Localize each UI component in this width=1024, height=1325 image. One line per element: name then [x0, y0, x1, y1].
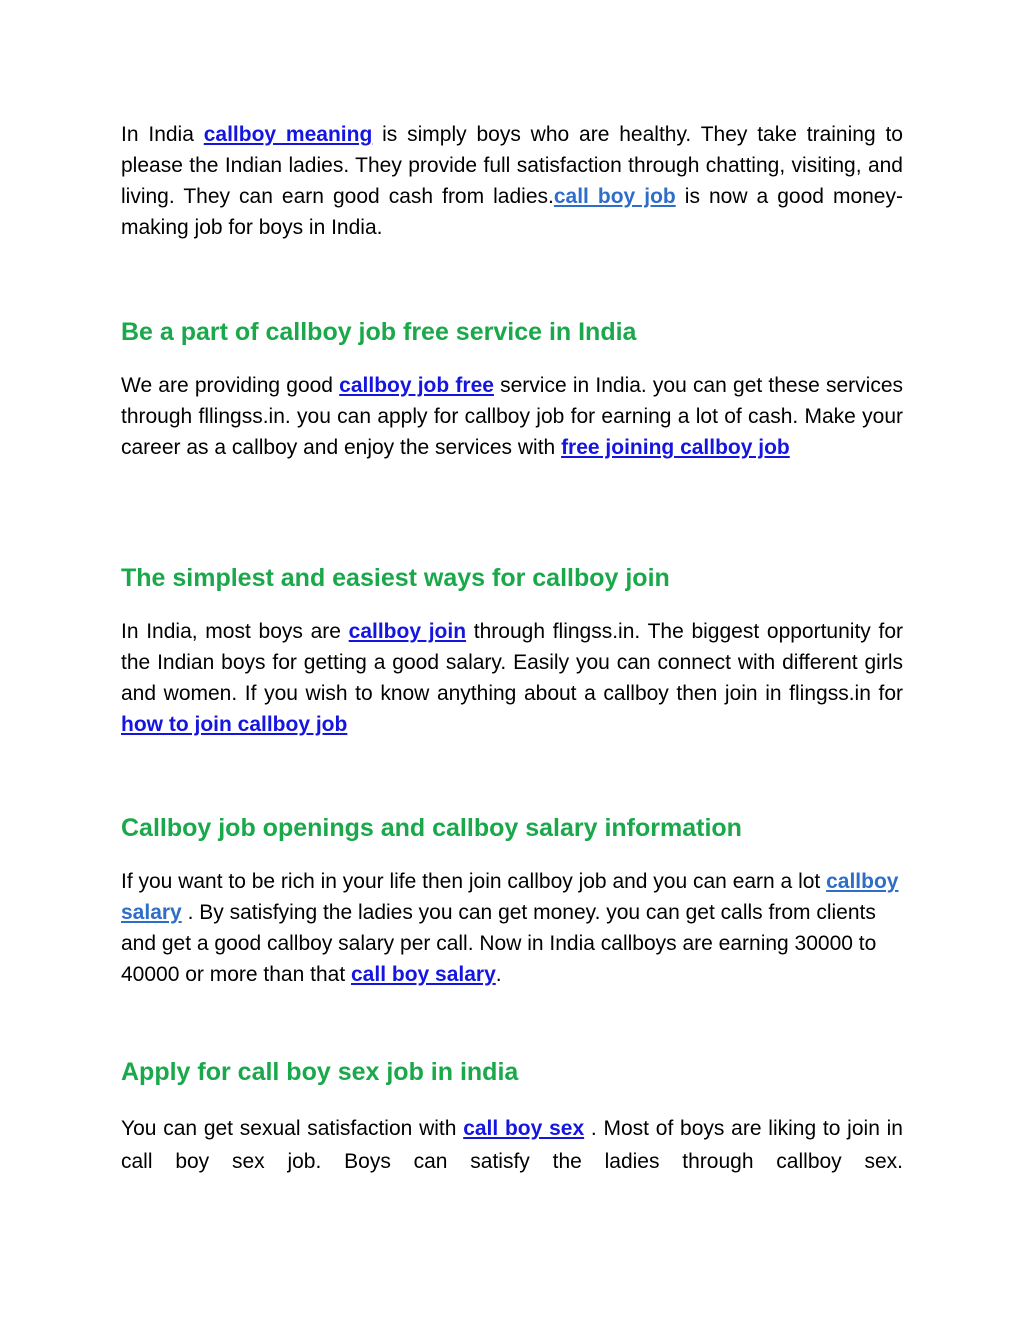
- intro-text-3: is now a good money-making job for boys in India.: [121, 185, 903, 239]
- section-salary-body: [121, 866, 903, 990]
- section-heading-salary: Callboy job openings and callboy salary information: [121, 814, 742, 842]
- section-free-service-body: [121, 370, 903, 463]
- section-salary: [121, 812, 903, 844]
- section-heading-sex-job: Apply for call boy sex job in india: [121, 1058, 519, 1086]
- salary-text-1: If you want to be rich in your life then join callboy job and you can earn a lot: [121, 870, 827, 893]
- callboy-job-free-link[interactable]: callboy job free: [339, 374, 494, 397]
- free-joining-callboy-job-link[interactable]: free joining callboy job: [561, 436, 790, 459]
- section-free-service: [121, 316, 903, 348]
- join-paragraph: [121, 616, 903, 740]
- section-sex-job-body: [121, 1112, 903, 1178]
- callboy-join-link[interactable]: callboy join: [348, 620, 467, 643]
- join-text-2: through flingss.in. The biggest opportunity for the Indian boys for getting a good salary. Easily you can connect with different girls and women. If you wish to know anything about a callboy then join in flingss.in for: [121, 620, 904, 705]
- intro-text-1: In India: [121, 123, 204, 146]
- salary-paragraph: [121, 866, 903, 990]
- call-boy-salary-link[interactable]: call boy salary: [351, 963, 496, 986]
- section-join-body: [121, 616, 903, 740]
- intro-section: [121, 119, 903, 243]
- call-boy-sex-link[interactable]: call boy sex: [463, 1117, 585, 1140]
- join-text-1: In India, most boys are: [121, 620, 349, 643]
- call-boy-job-link[interactable]: call boy job: [553, 185, 676, 208]
- sex-job-text-1: You can get sexual satisfaction with: [121, 1117, 464, 1140]
- how-to-join-callboy-job-link[interactable]: how to join callboy job: [121, 713, 348, 736]
- salary-text-2: . By satisfying the ladies you can get money. you can get calls from clients and get a good callboy salary per call. Now in India callboys are earning 30000 to 40000 or more than that: [121, 901, 877, 986]
- section-join: [121, 562, 903, 594]
- salary-text-3: .: [495, 963, 502, 986]
- callboy-meaning-link[interactable]: callboy meaning: [203, 123, 373, 146]
- free-service-text-1: We are providing good: [121, 374, 340, 397]
- free-service-text-2: service in India. you can get these services through fllingss.in. you can apply for callboy job for earning a lot of cash. Make your career as a callboy and enjoy the services with: [121, 374, 903, 459]
- sex-job-text-2: . Most of boys are liking to join in call boy sex job. Boys can satisfy the ladies through callboy sex.: [121, 1117, 903, 1173]
- intro-paragraph: [121, 119, 903, 243]
- callboy-salary-link[interactable]: callboy salary: [121, 870, 899, 924]
- sex-job-paragraph: [121, 1112, 903, 1178]
- section-sex-job: [121, 1056, 903, 1088]
- section-heading-free-service: Be a part of callboy job free service in India: [121, 318, 637, 346]
- section-heading-join: The simplest and easiest ways for callboy join: [121, 564, 670, 592]
- free-service-paragraph: [121, 370, 903, 463]
- intro-text-2: is simply boys who are healthy. They take training to please the Indian ladies. They provide full satisfaction through chatting, visiting, and living. They can earn good cash from ladies.: [121, 123, 903, 208]
